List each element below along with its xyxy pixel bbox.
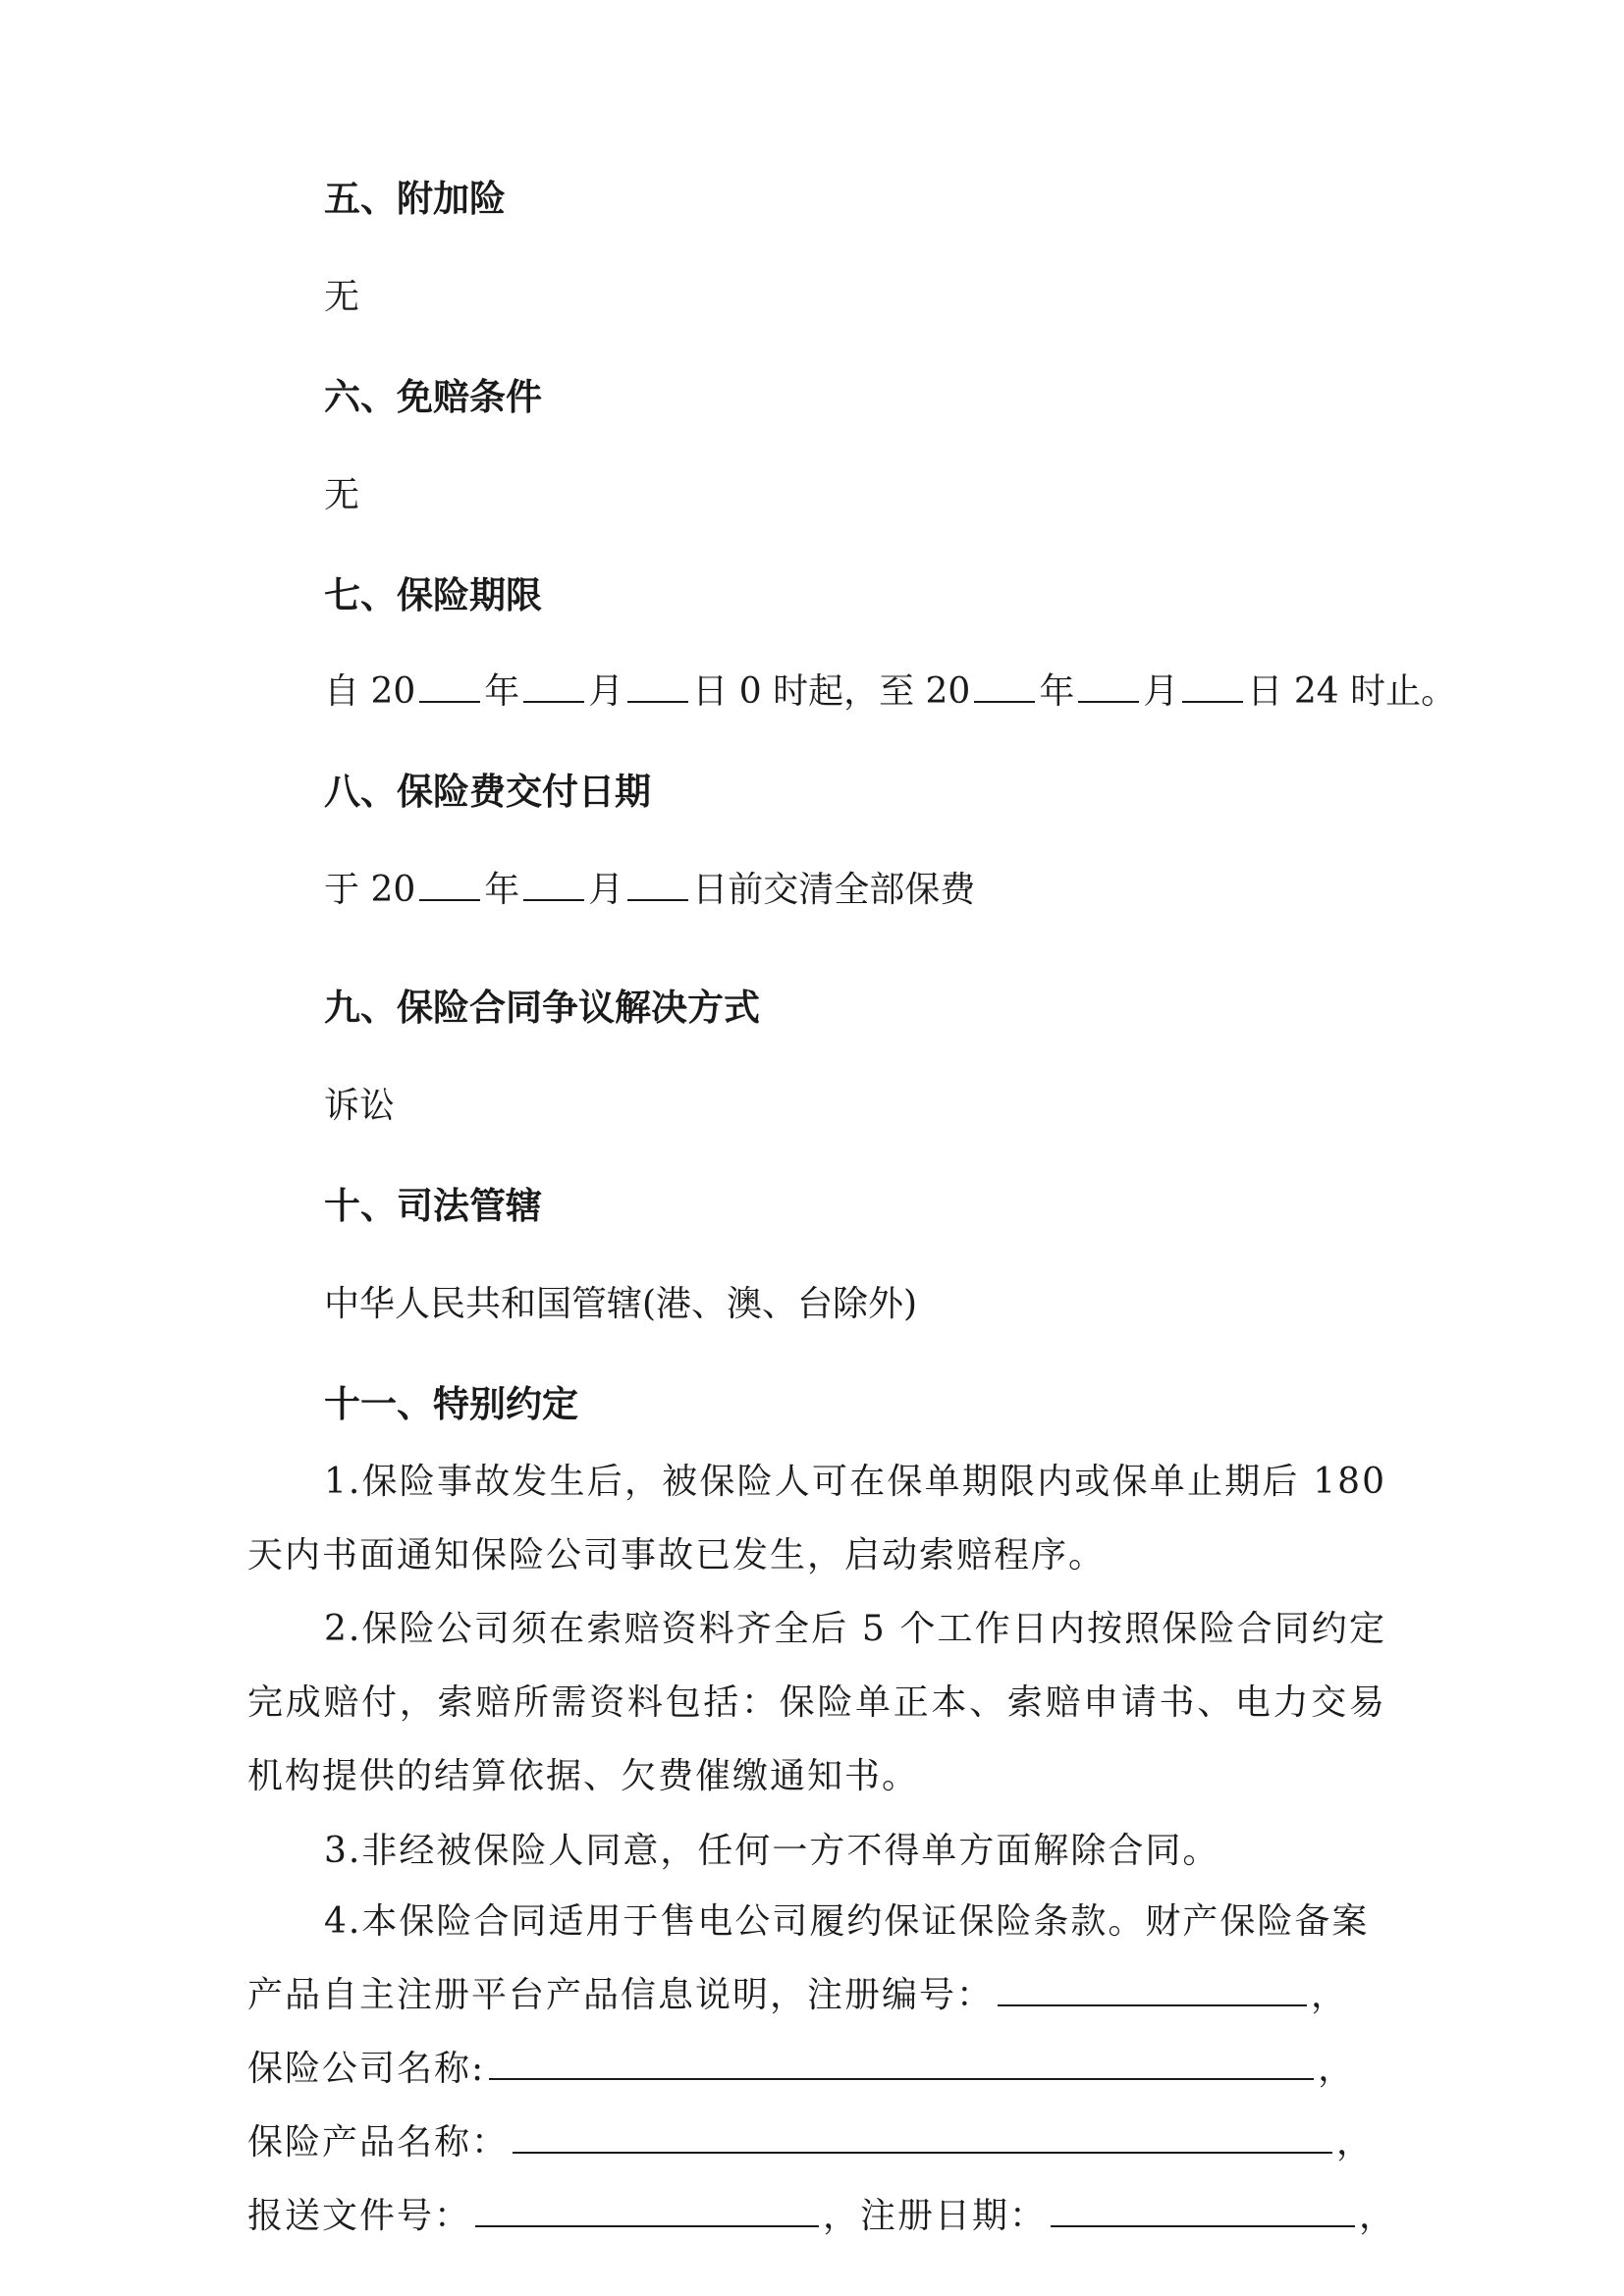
- section-6-title: 六、免赔条件: [324, 376, 542, 418]
- section-5-title: 五、附加险: [324, 178, 506, 220]
- year-label: 年: [484, 870, 520, 910]
- due-month-blank[interactable]: [523, 870, 584, 901]
- start-day-blank[interactable]: [627, 671, 688, 703]
- section-8-title: 八、保险费交付日期: [324, 771, 651, 813]
- section-10-body: 中华人民共和国管辖(港、澳、台除外): [324, 1284, 918, 1324]
- end-day-blank[interactable]: [1182, 671, 1243, 703]
- year-label: 年: [484, 671, 520, 712]
- section-11-title: 十一、特别约定: [324, 1383, 578, 1425]
- company-name-line: [247, 2032, 1386, 2106]
- start-year-blank[interactable]: [419, 671, 480, 703]
- special-term-1: 1.保险事故发生后，被保险人可在保单期限内或保单止期后 180 天内书面通知保险公司事故已发生，启动索赔程序。: [247, 1462, 1386, 1575]
- comma: ，: [1359, 2196, 1397, 2236]
- registration-date-label: ，注册日期：: [823, 2196, 1048, 2236]
- period-to-prefix: 日 0 时起，至 20: [692, 671, 971, 712]
- registration-number-line: [247, 1958, 1386, 2032]
- month-label: 月: [588, 870, 624, 910]
- month-label: 月: [588, 671, 624, 712]
- product-name-blank[interactable]: [513, 2122, 1332, 2154]
- section-10-title: 十、司法管辖: [324, 1185, 542, 1227]
- premium-due-prefix: 于 20: [324, 870, 416, 910]
- month-label: 月: [1143, 671, 1179, 712]
- special-term-3: 3.非经被保险人同意，任何一方不得单方面解除合同。: [324, 1831, 1220, 1871]
- insurance-period-line: [324, 667, 1456, 717]
- comma: ，: [1318, 2049, 1356, 2089]
- section-6-body: 无: [324, 475, 360, 515]
- special-term-4: 4.本保险合同适用于售电公司履约保证保险条款。财产保险备案: [324, 1901, 1370, 1942]
- section-9-body: 诉讼: [324, 1086, 396, 1126]
- period-from-prefix: 自 20: [324, 671, 416, 712]
- doc-number-label: 报送文件号：: [247, 2196, 472, 2236]
- comma: ，: [1336, 2122, 1375, 2163]
- registration-number-blank[interactable]: [998, 1975, 1307, 2006]
- start-month-blank[interactable]: [523, 671, 584, 703]
- comma: ，: [1311, 1975, 1349, 2015]
- registration-number-label: 产品自主注册平台产品信息说明，注册编号：: [247, 1975, 995, 2015]
- doc-number-line: [247, 2179, 1397, 2253]
- period-end-suffix: 日 24 时止。: [1247, 671, 1457, 712]
- registration-date-blank[interactable]: [1051, 2196, 1355, 2227]
- product-name-label: 保险产品名称：: [247, 2122, 510, 2163]
- end-month-blank[interactable]: [1078, 671, 1139, 703]
- premium-due-line: [324, 866, 975, 915]
- due-year-blank[interactable]: [419, 870, 480, 901]
- premium-due-suffix: 日前交清全部保费: [692, 870, 976, 910]
- due-day-blank[interactable]: [627, 870, 688, 901]
- end-year-blank[interactable]: [974, 671, 1035, 703]
- company-name-label: 保险公司名称:: [247, 2049, 486, 2089]
- section-7-title: 七、保险期限: [324, 574, 542, 616]
- product-name-line: [247, 2106, 1386, 2179]
- company-name-blank[interactable]: [489, 2049, 1314, 2080]
- year-label: 年: [1039, 671, 1075, 712]
- section-9-title: 九、保险合同争议解决方式: [324, 987, 760, 1029]
- doc-number-blank[interactable]: [475, 2196, 819, 2227]
- section-5-body: 无: [324, 277, 360, 317]
- special-term-2: 2.保险公司须在索赔资料齐全后 5 个工作日内按照保险合同约定完成赔付，索赔所需资料包括：保险单正本、索赔申请书、电力交易机构提供的结算依据、欠费催缴通知书。: [247, 1609, 1386, 1796]
